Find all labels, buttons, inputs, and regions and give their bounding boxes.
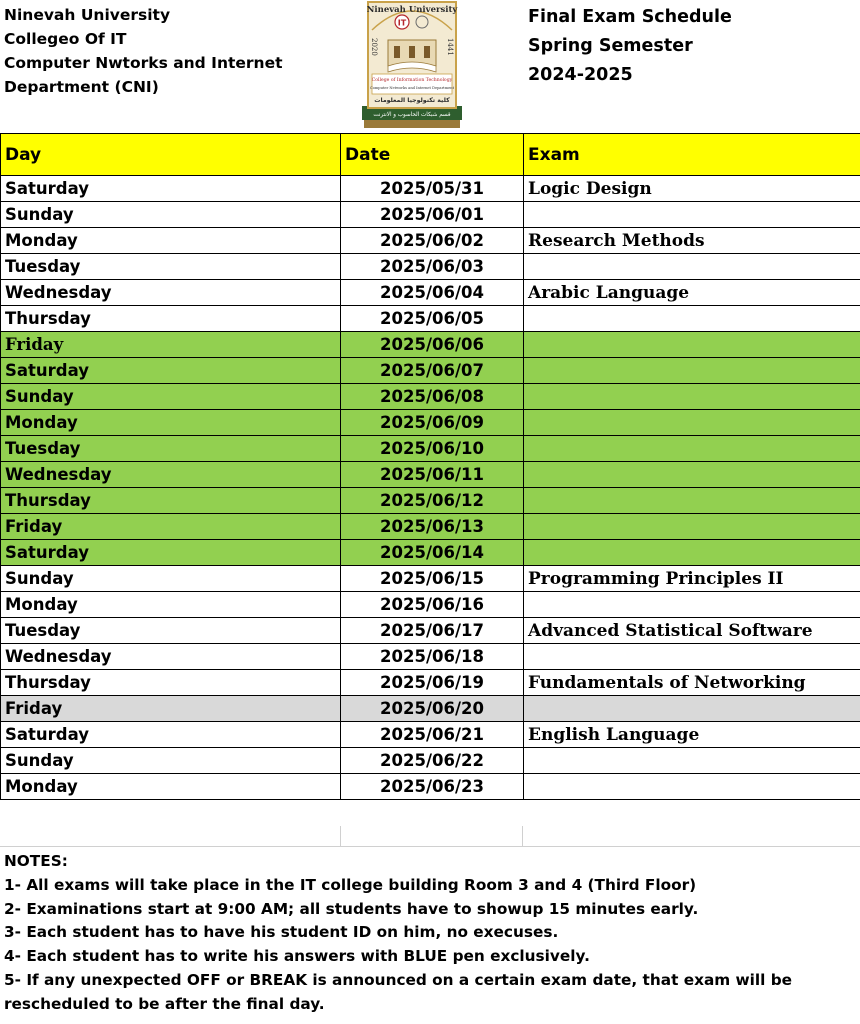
table-row <box>1 202 860 228</box>
university-info <box>4 3 283 99</box>
day-cell: Sunday <box>1 384 341 410</box>
date-cell: 2025/06/06 <box>341 332 524 358</box>
notes-heading: NOTES: <box>4 852 68 870</box>
day-cell: Tuesday <box>1 436 341 462</box>
exam-cell <box>524 748 860 774</box>
date-cell: 2025/06/13 <box>341 514 524 540</box>
title-line-2: Spring Semester <box>528 36 693 56</box>
exam-cell <box>524 644 860 670</box>
table-row <box>1 254 860 280</box>
college-logo <box>360 0 464 131</box>
day-cell: Wednesday <box>1 462 341 488</box>
date-cell: 2025/06/19 <box>341 670 524 696</box>
date-cell: 2025/06/10 <box>341 436 524 462</box>
table-header-row <box>1 134 860 176</box>
exam-cell <box>524 332 860 358</box>
date-cell: 2025/06/05 <box>341 306 524 332</box>
exam-cell <box>524 254 860 280</box>
note-3: 3- Each student has to have his student ID on him, no execuses. <box>4 923 559 942</box>
date-cell: 2025/06/01 <box>341 202 524 228</box>
date-cell: 2025/06/07 <box>341 358 524 384</box>
table-row <box>1 592 860 618</box>
logo-year-right: 1441 <box>446 38 454 56</box>
header-day: Day <box>1 134 341 176</box>
table-row <box>1 436 860 462</box>
table-row <box>1 488 860 514</box>
logo-dept-en: Computer Networks and Internet Department <box>369 86 455 90</box>
exam-cell: Logic Design <box>524 176 860 202</box>
date-cell: 2025/06/09 <box>341 410 524 436</box>
table-row <box>1 462 860 488</box>
table-row <box>1 566 860 592</box>
date-cell: 2025/06/11 <box>341 462 524 488</box>
note-5: 5- If any unexpected OFF or BREAK is announced on a certain exam date, that exam will be rescheduled to be after the final day. <box>4 970 793 1013</box>
exam-cell: English Language <box>524 722 860 748</box>
table-row <box>1 670 860 696</box>
notes-section <box>4 850 854 1017</box>
date-cell: 2025/06/15 <box>341 566 524 592</box>
department-line-1: Computer Nwtorks and Internet <box>4 54 283 72</box>
exam-cell <box>524 306 860 332</box>
table-row <box>1 228 860 254</box>
exam-cell <box>524 540 860 566</box>
document-header <box>0 0 860 133</box>
day-cell: Monday <box>1 592 341 618</box>
exam-cell <box>524 462 860 488</box>
note-4: 4- Each student has to write his answers with BLUE pen exclusively. <box>4 947 590 966</box>
note-2: 2- Examinations start at 9:00 AM; all students have to showup 15 minutes early. <box>4 899 699 918</box>
exam-cell <box>524 774 860 800</box>
exam-cell: Fundamentals of Networking <box>524 670 860 696</box>
date-cell: 2025/06/14 <box>341 540 524 566</box>
date-cell: 2025/05/31 <box>341 176 524 202</box>
day-cell: Monday <box>1 228 341 254</box>
date-cell: 2025/06/04 <box>341 280 524 306</box>
exam-cell <box>524 696 860 722</box>
date-cell: 2025/06/20 <box>341 696 524 722</box>
exam-cell <box>524 514 860 540</box>
table-row <box>1 540 860 566</box>
day-cell: Friday <box>1 514 341 540</box>
date-cell: 2025/06/16 <box>341 592 524 618</box>
table-row <box>1 514 860 540</box>
title-line-1: Final Exam Schedule <box>528 7 732 27</box>
day-cell: Wednesday <box>1 280 341 306</box>
day-cell: Thursday <box>1 488 341 514</box>
exam-cell <box>524 410 860 436</box>
day-cell: Friday <box>1 696 341 722</box>
day-cell: Tuesday <box>1 618 341 644</box>
table-row <box>1 280 860 306</box>
date-cell: 2025/06/02 <box>341 228 524 254</box>
table-row <box>1 358 860 384</box>
table-spacer <box>340 826 523 847</box>
divider <box>0 846 860 847</box>
day-cell: Saturday <box>1 722 341 748</box>
exam-cell <box>524 592 860 618</box>
table-row <box>1 748 860 774</box>
exam-cell: Arabic Language <box>524 280 860 306</box>
date-cell: 2025/06/23 <box>341 774 524 800</box>
college-name: Collegeo Of IT <box>4 30 127 48</box>
exam-cell <box>524 202 860 228</box>
exam-schedule-table <box>0 133 860 800</box>
logo-college-ar: كلية تكنولوجيا المعلومات <box>374 97 450 104</box>
logo-dept-ar: قسم شبكات الحاسوب و الانترنت <box>373 112 451 118</box>
table-row <box>1 696 860 722</box>
exam-cell: Programming Principles II <box>524 566 860 592</box>
schedule-title <box>528 3 732 90</box>
date-cell: 2025/06/21 <box>341 722 524 748</box>
date-cell: 2025/06/03 <box>341 254 524 280</box>
date-cell: 2025/06/12 <box>341 488 524 514</box>
note-1: 1- All exams will take place in the IT college building Room 3 and 4 (Third Floor) <box>4 875 697 894</box>
exam-cell <box>524 358 860 384</box>
table-row <box>1 176 860 202</box>
table-row <box>1 644 860 670</box>
exam-cell: Advanced Statistical Software <box>524 618 860 644</box>
exam-cell <box>524 384 860 410</box>
date-cell: 2025/06/18 <box>341 644 524 670</box>
header-exam: Exam <box>524 134 860 176</box>
table-row <box>1 410 860 436</box>
date-cell: 2025/06/08 <box>341 384 524 410</box>
day-cell: Tuesday <box>1 254 341 280</box>
table-row <box>1 774 860 800</box>
table-row <box>1 384 860 410</box>
day-cell: Sunday <box>1 566 341 592</box>
exam-cell <box>524 436 860 462</box>
table-row <box>1 618 860 644</box>
day-cell: Wednesday <box>1 644 341 670</box>
exam-cell <box>524 488 860 514</box>
logo-year-left: 2020 <box>370 38 378 56</box>
logo-college-en: College of Information Technology <box>371 78 453 83</box>
day-cell: Saturday <box>1 358 341 384</box>
day-cell: Monday <box>1 774 341 800</box>
table-row <box>1 332 860 358</box>
day-cell: Thursday <box>1 670 341 696</box>
table-body <box>1 176 860 800</box>
logo-badge: IT <box>397 18 407 28</box>
university-name: Ninevah University <box>4 6 171 24</box>
day-cell: Monday <box>1 410 341 436</box>
header-date: Date <box>341 134 524 176</box>
day-cell: Friday <box>1 332 341 358</box>
day-cell: Thursday <box>1 306 341 332</box>
title-line-3: 2024-2025 <box>528 65 633 85</box>
day-cell: Saturday <box>1 176 341 202</box>
day-cell: Saturday <box>1 540 341 566</box>
table-row <box>1 306 860 332</box>
day-cell: Sunday <box>1 202 341 228</box>
date-cell: 2025/06/22 <box>341 748 524 774</box>
date-cell: 2025/06/17 <box>341 618 524 644</box>
exam-cell: Research Methods <box>524 228 860 254</box>
logo-top-text: Ninevah University <box>366 5 458 15</box>
day-cell: Sunday <box>1 748 341 774</box>
department-line-2: Department (CNI) <box>4 78 159 96</box>
table-row <box>1 722 860 748</box>
